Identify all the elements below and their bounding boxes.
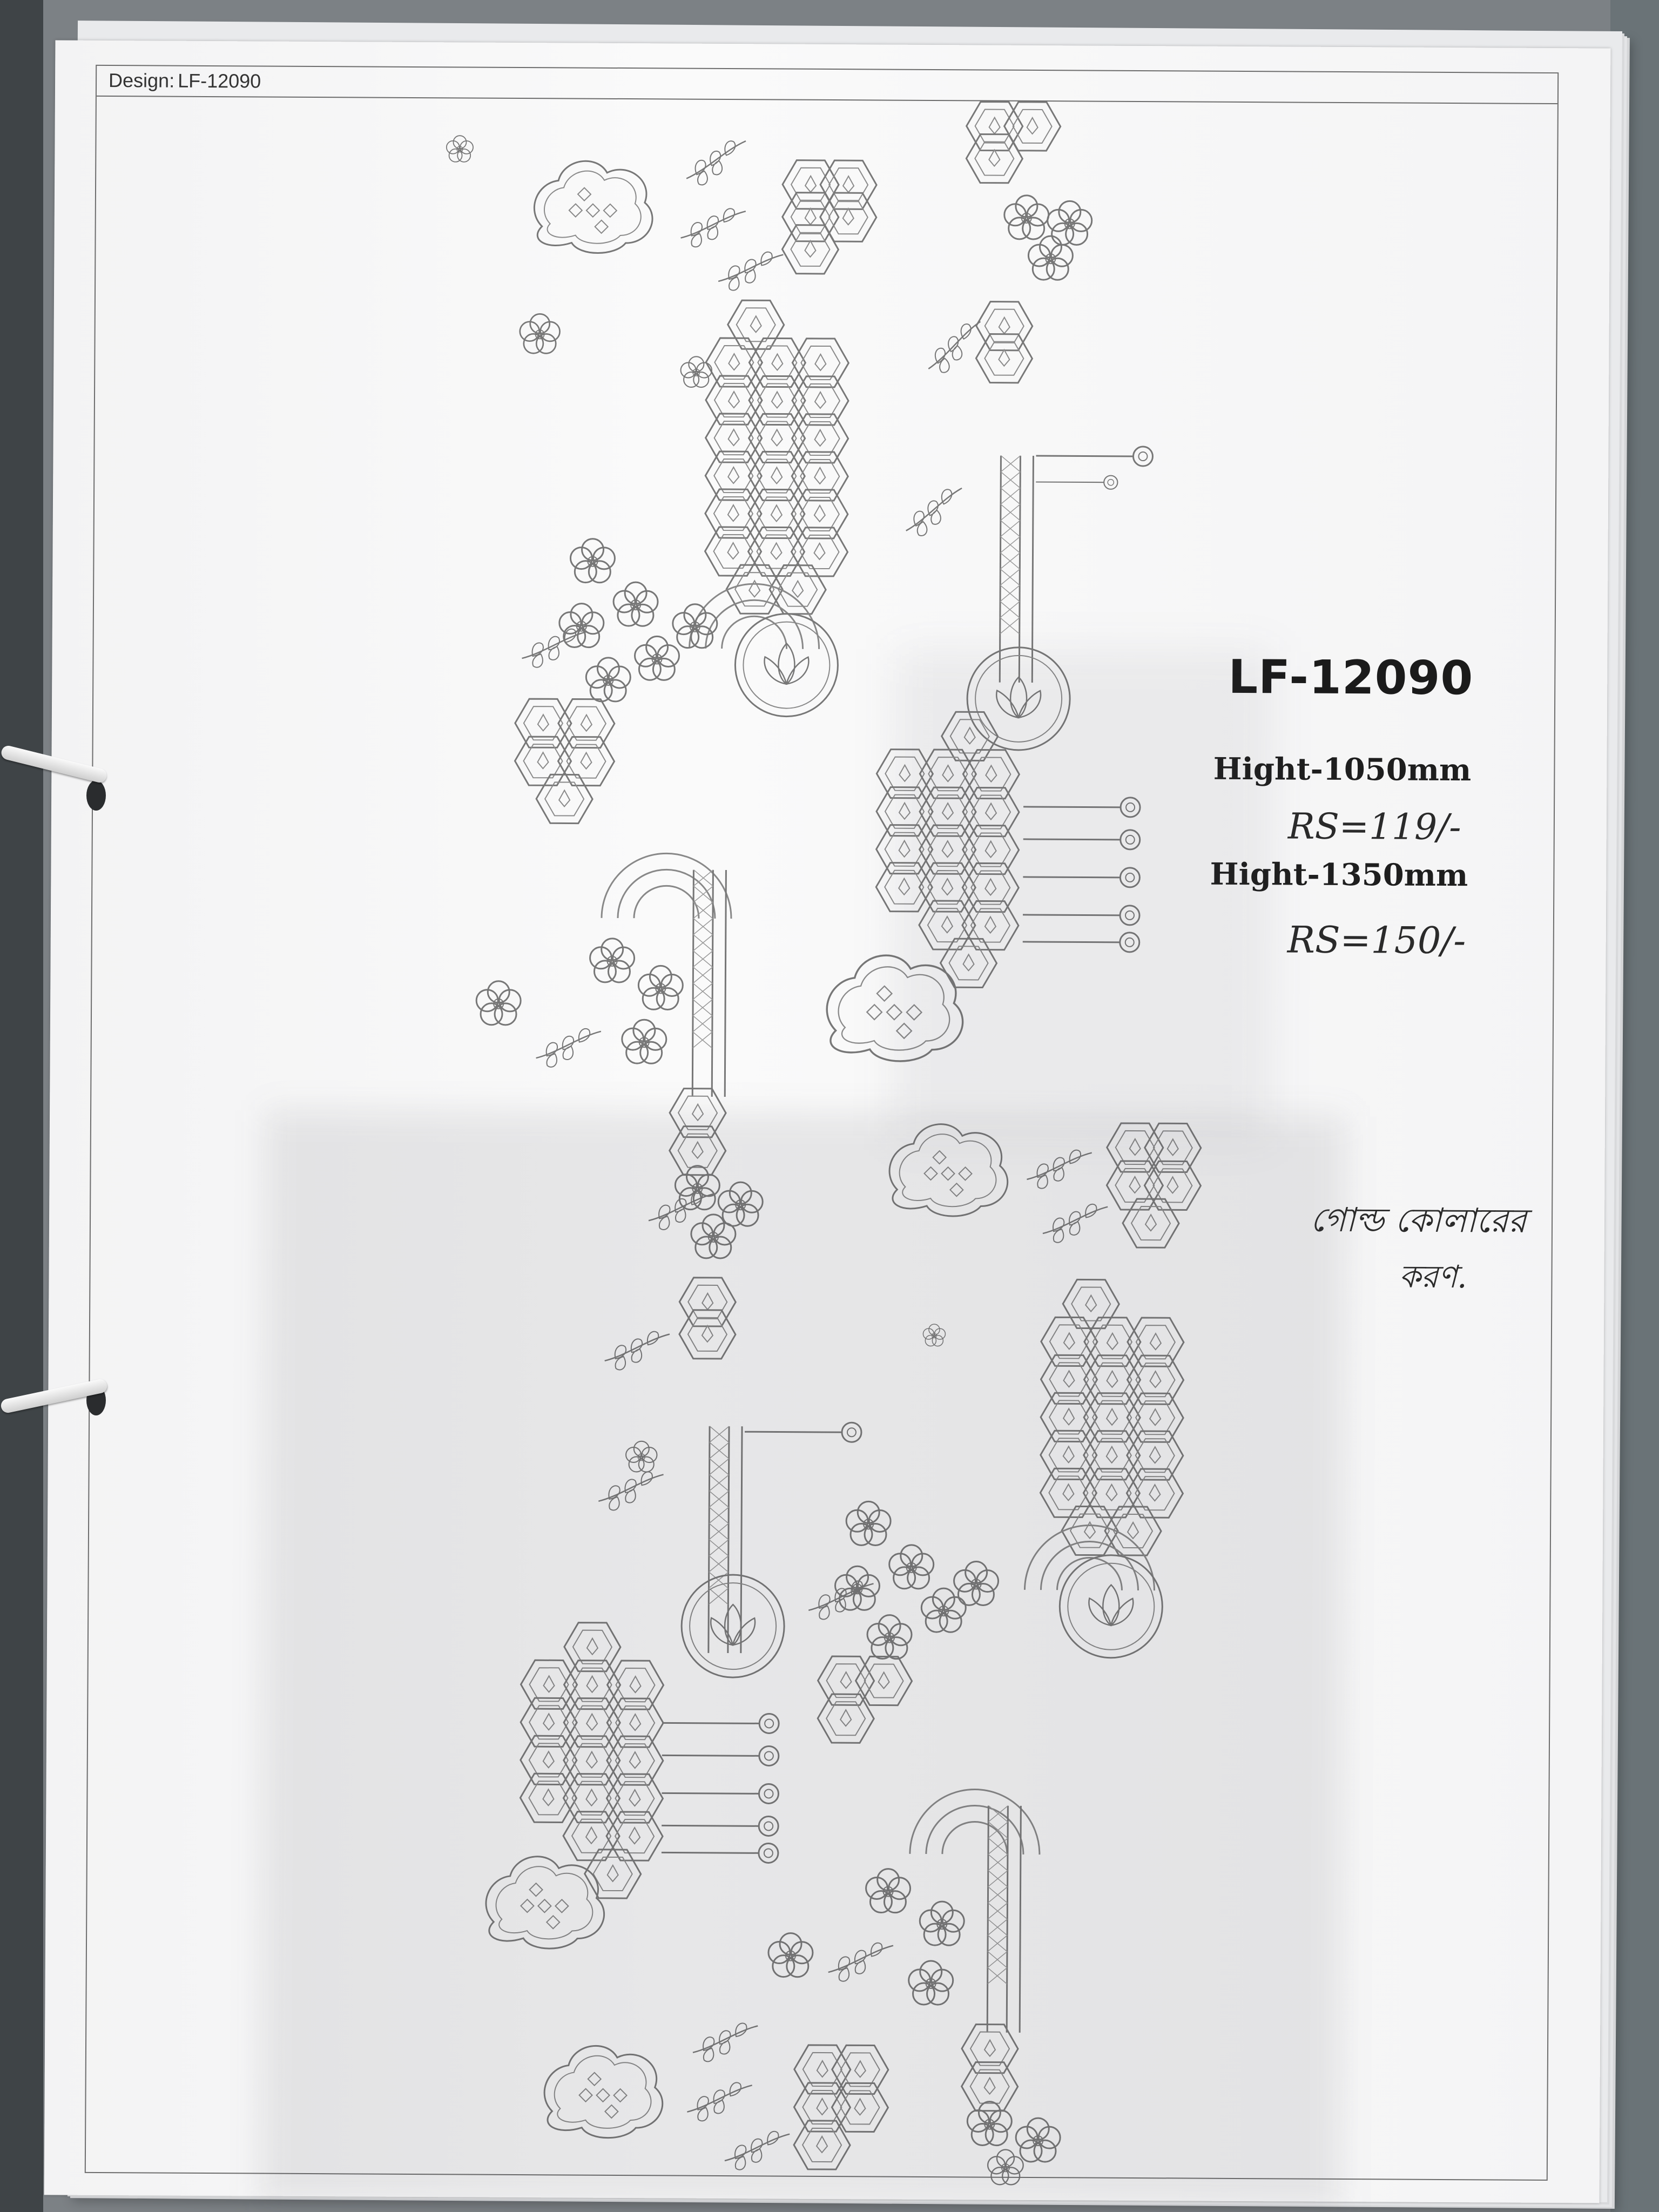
design-label-prefix: Design: — [108, 69, 175, 92]
drawing-frame — [85, 65, 1559, 2181]
punch-hole-icon — [86, 780, 106, 811]
design-code: LF-12090 — [178, 69, 261, 92]
price-option-1: RS=119/- — [1287, 805, 1461, 848]
catalog-sheet — [44, 40, 1611, 2203]
desk-surface-left — [0, 0, 43, 2212]
handwritten-note-line-2: করণ. — [1399, 1258, 1467, 1296]
design-label — [105, 69, 261, 93]
height-option-2: Hight-1350mm — [1210, 856, 1468, 894]
handwritten-note-line-1: গোল্ড কোলারের — [1310, 1199, 1527, 1240]
header-rule — [97, 96, 1557, 104]
price-option-2: RS=150/- — [1287, 919, 1466, 963]
height-option-1: Hight-1050mm — [1213, 751, 1472, 788]
design-code-title: LF-12090 — [1228, 650, 1474, 706]
